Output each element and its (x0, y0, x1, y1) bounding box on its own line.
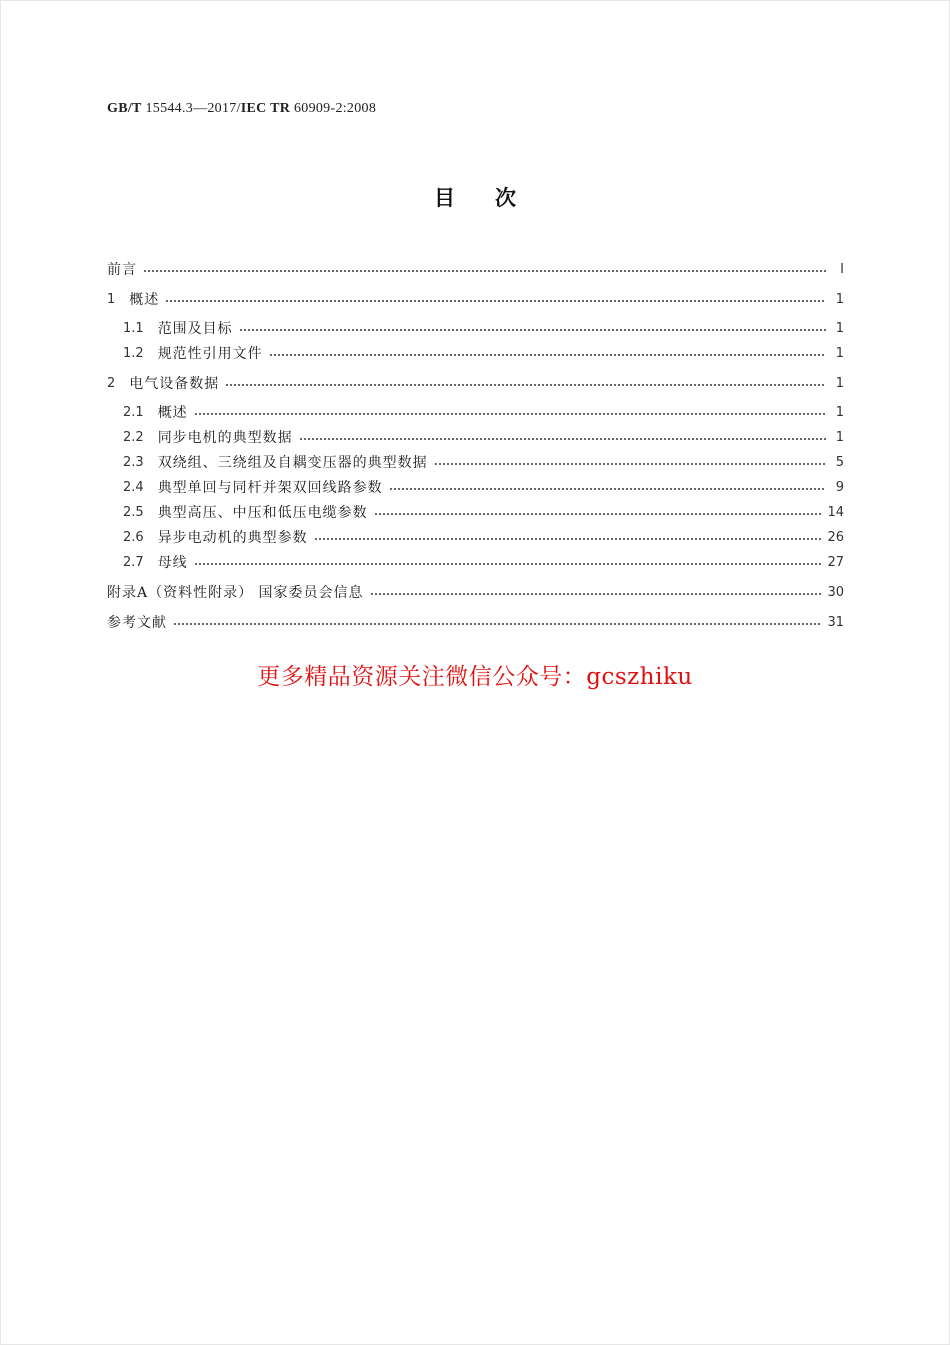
toc-dot-leader (194, 413, 826, 415)
toc-entry[interactable] (123, 476, 844, 498)
toc-entry-number: 2.2 (123, 429, 144, 445)
toc-entry[interactable] (123, 401, 844, 423)
toc-entry[interactable] (123, 551, 844, 573)
toc-dot-leader (299, 438, 826, 440)
toc-dot-leader (434, 463, 826, 465)
toc-entry-label: 典型高压、中压和低压电缆参数 (157, 505, 368, 521)
standard-code-number: 15544.3—2017/ (145, 101, 241, 116)
toc-entry[interactable] (123, 501, 844, 523)
toc-entry[interactable] (123, 342, 844, 364)
toc-dot-leader (194, 563, 822, 565)
toc-entry-number: 2.5 (123, 504, 144, 520)
standard-code-iec: IEC TR (240, 101, 291, 116)
standard-code-iec-number: 60909-2:2008 (293, 101, 377, 116)
toc-entry-page: 30 (827, 584, 844, 600)
toc-entry-page: 26 (827, 529, 844, 545)
toc-entry-label: 范围及目标 (157, 321, 233, 337)
toc-entry-number: 1.2 (123, 345, 144, 361)
toc-dot-leader (225, 384, 826, 386)
toc-entry-page: 1 (835, 429, 844, 445)
toc-entry[interactable] (107, 288, 844, 310)
toc-entry-number: 2.1 (123, 404, 144, 420)
toc-entry-label: 概述 (129, 292, 160, 308)
toc-entry-label: 规范性引用文件 (157, 346, 263, 362)
toc-entry-label: 参考文献 (107, 615, 167, 631)
toc-entry-label: 附录A（资料性附录） 国家委员会信息 (107, 585, 364, 601)
toc-dot-leader (143, 270, 826, 272)
toc-entry-page: Ⅰ (840, 261, 844, 277)
toc-entry-label: 异步电动机的典型参数 (157, 530, 308, 546)
toc-entry-page: 31 (827, 614, 844, 630)
toc-entry-page: 1 (835, 404, 844, 420)
toc-entry[interactable] (107, 372, 844, 394)
toc-entry-page: 1 (835, 320, 844, 336)
toc-entry-label: 前言 (107, 262, 137, 278)
toc-entry[interactable] (107, 258, 844, 280)
toc-entry-number: 1 (107, 291, 116, 307)
toc-dot-leader (165, 300, 826, 302)
toc-entry-page: 1 (835, 375, 844, 391)
toc-dot-leader (389, 488, 826, 490)
toc-entry-number: 1.1 (123, 320, 144, 336)
toc-entry-label: 典型单回与同杆并架双回线路参数 (157, 480, 383, 496)
standard-code-prefix: GB/T (107, 101, 142, 116)
standard-code-header (107, 101, 376, 117)
toc-entry-page: 1 (835, 291, 844, 307)
toc-entry-label: 母线 (157, 555, 188, 571)
toc-dot-leader (173, 623, 821, 625)
toc-entry-page: 5 (835, 454, 844, 470)
toc-entry-label: 同步电机的典型数据 (157, 430, 293, 446)
toc-entry-page: 27 (827, 554, 844, 570)
promo-text: 更多精品资源关注微信公众号：gcszhiku (257, 664, 693, 690)
toc-entry-page: 14 (827, 504, 844, 520)
toc-entry-label: 双绕组、三绕组及自耦变压器的典型数据 (157, 455, 428, 471)
toc-entry-number: 2 (107, 375, 116, 391)
toc-dot-leader (269, 354, 826, 356)
toc-title: 目次 (434, 186, 556, 210)
toc-entry-number: 2.7 (123, 554, 144, 570)
toc-entry[interactable] (123, 426, 844, 448)
toc-entry[interactable] (107, 611, 844, 633)
toc-entry-label: 电气设备数据 (129, 376, 220, 392)
toc-entry-number: 2.4 (123, 479, 144, 495)
toc-entry-label: 概述 (157, 405, 188, 421)
toc-entry-number: 2.6 (123, 529, 144, 545)
toc-dot-leader (374, 513, 822, 515)
toc-entry[interactable] (123, 526, 844, 548)
toc-entry-number: 2.3 (123, 454, 144, 470)
toc-entry-page: 1 (835, 345, 844, 361)
toc-entry[interactable] (123, 317, 844, 339)
toc-dot-leader (239, 329, 826, 331)
toc-entry[interactable] (107, 581, 844, 603)
toc-dot-leader (314, 538, 822, 540)
toc-entry-page: 9 (835, 479, 844, 495)
toc-entry[interactable] (123, 451, 844, 473)
toc-dot-leader (370, 593, 822, 595)
